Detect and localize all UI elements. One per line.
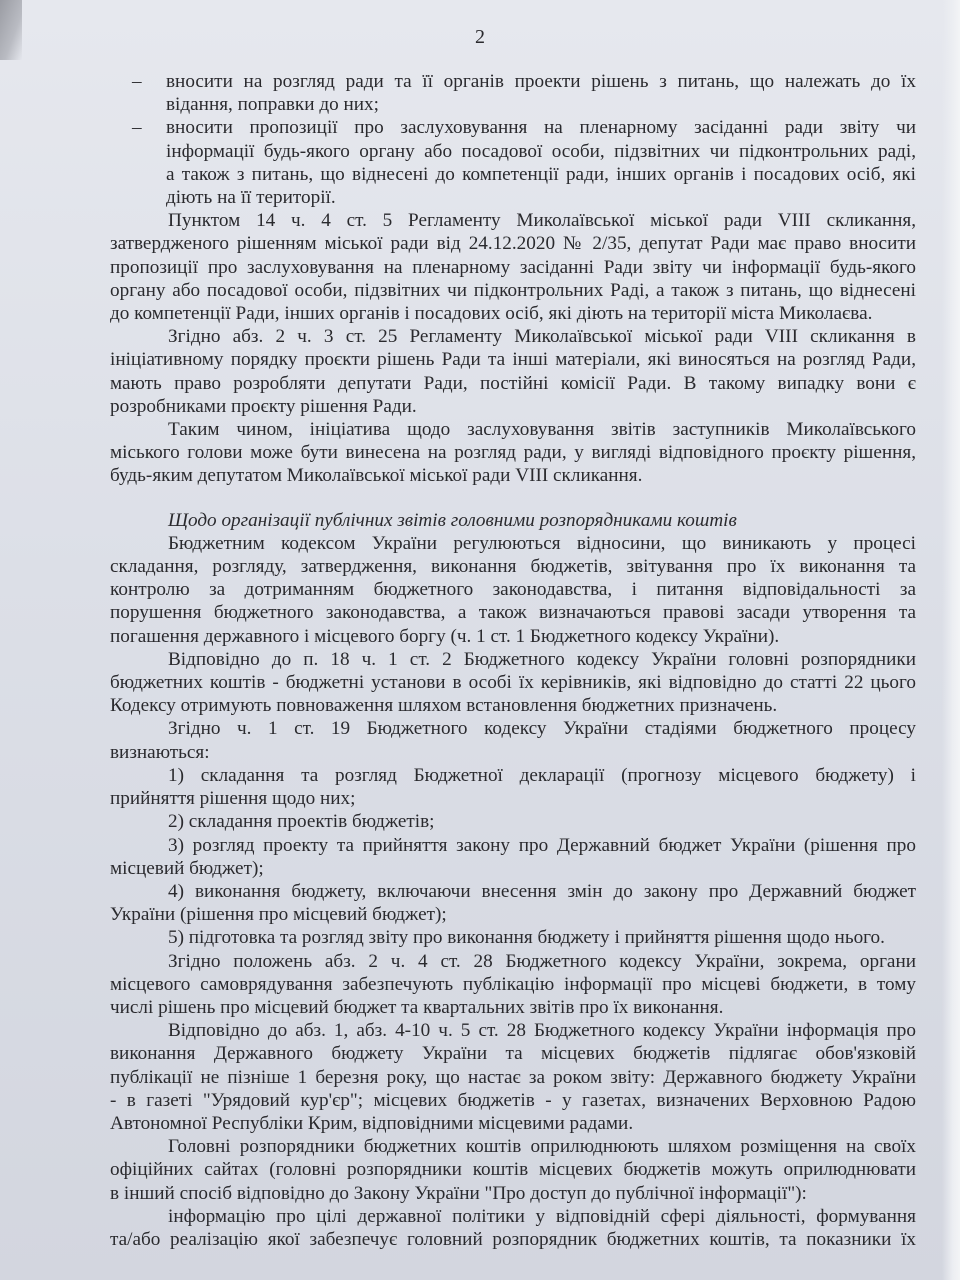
text-line: виконання Державного бюджету України та місцевих бюджетів підлягає обов'язковій	[110, 1043, 916, 1065]
text-line: публікації не пізніше 1 березня року, що настає за роком звіту: Державного бюджету України	[110, 1066, 916, 1088]
text-line: Відповідно до абз. 1, абз. 4-10 ч. 5 ст. 28 Бюджетного кодексу України інформація про	[168, 1020, 916, 1042]
text-line: офіційних сайтах (головні розпорядники коштів місцевих бюджетів можуть оприлюднювати	[110, 1159, 916, 1181]
text-line: Згідно абз. 2 ч. 3 ст. 25 Регламенту Миколаївської міської ради VIII скликання в	[168, 326, 916, 348]
bullet-item	[110, 70, 916, 116]
section-gap	[110, 488, 916, 509]
dash-bullet-icon: –	[132, 71, 142, 92]
paper-edge-right	[942, 0, 960, 1280]
section-heading: Щодо організації публічних звітів головними розпорядниками коштів	[168, 509, 737, 531]
paragraph	[110, 1019, 916, 1135]
text-line: України (рішення про місцевий бюджет);	[110, 904, 447, 926]
text-line: Пунктом 14 ч. 4 ст. 5 Регламенту Миколаївської міської ради VIII скликання,	[168, 210, 916, 232]
text-line: мають право розробляти депутати Ради, постійні комісії Ради. В такому випадку вони є	[110, 372, 916, 394]
text-line: погашення державного і місцевого боргу (ч. 1 ст. 1 Бюджетного кодексу України).	[110, 625, 780, 647]
text-line: розробниками проєкту рішення Ради.	[110, 395, 417, 417]
text-line: визнаються:	[110, 741, 210, 763]
text-line: Згідно ч. 1 ст. 19 Бюджетного кодексу України стадіями бюджетного процесу	[168, 718, 916, 740]
text-line: бюджетних коштів - бюджетні установи в особі їх керівників, які відповідно до статті 22 цього	[110, 672, 916, 694]
text-line: Автономної Республіки Крим, відповідними місцевими радами.	[110, 1112, 634, 1134]
text-line: Відповідно до п. 18 ч. 1 ст. 2 Бюджетного кодексу України головні розпорядники	[168, 648, 916, 670]
paragraphs-group-2	[110, 532, 916, 1251]
paragraph	[110, 810, 916, 833]
text-line: числі рішень про місцевий бюджет та квартальних звітів про їх виконання.	[110, 996, 724, 1018]
text-line: 5) підготовка та розгляд звіту про виконання бюджету і прийняття рішення щодо нього.	[168, 927, 885, 949]
text-line: 1) складання та розгляд Бюджетної декларації (прогнозу місцевого бюджету) і	[168, 764, 916, 786]
text-line: Бюджетним кодексом України регулюються відносини, що виникають у процесі	[168, 532, 916, 554]
dash-bullet-icon: –	[132, 117, 142, 139]
text-line: 3) розгляд проекту та прийняття закону про Державний бюджет України (рішення про	[168, 834, 916, 856]
paragraph	[110, 717, 916, 763]
page-number: 2	[475, 26, 485, 48]
text-line: Згідно положень абз. 2 ч. 4 ст. 28 Бюджетного кодексу України, зокрема, органи	[168, 950, 916, 972]
paragraph	[110, 209, 916, 325]
text-line: - в газеті "Урядовий кур'єр"; місцевих бюджетів - у газетах, визначених Верховною Радою	[110, 1089, 916, 1111]
paragraph	[110, 950, 916, 1020]
paragraph	[110, 926, 916, 949]
text-line: Таким чином, ініціатива щодо заслуховування звітів заступників Миколаївського	[168, 419, 916, 441]
text-line: 4) виконання бюджету, включаючи внесення змін до закону про Державний бюджет	[168, 880, 916, 902]
paragraph	[110, 1205, 916, 1251]
bullet-list	[110, 70, 916, 209]
text-line: порушення бюджетного законодавства, а також визначаються правові засади утворення та	[110, 602, 916, 624]
text-line: діють на її території.	[166, 187, 336, 209]
text-line: відання, поправки до них;	[166, 94, 379, 116]
text-line: складання, розгляду, затвердження, виконання бюджетів, звітування про їх виконання та	[110, 556, 916, 578]
paragraphs-group-1	[110, 209, 916, 487]
text-line: вносити на розгляд ради та її органів проекти рішень з питань, що належать до їх	[166, 71, 916, 92]
document-body	[110, 70, 916, 1251]
text-line: а також з питань, що віднесені до компетенції ради, інших органів і посадових осіб, які	[166, 163, 916, 185]
paragraph	[110, 532, 916, 648]
paragraph	[110, 764, 916, 810]
text-line: будь-яким депутатом Миколаївської міської ради VIII скликання.	[110, 465, 643, 487]
text-line: інформації будь-якого органу або посадової особи, підзвітних чи підконтрольних раді,	[166, 140, 916, 162]
text-line: 2) складання проектів бюджетів;	[168, 811, 435, 833]
text-line: місцевий бюджет);	[110, 857, 264, 879]
paragraph	[110, 880, 916, 926]
paragraph	[110, 834, 916, 880]
text-line: в інший спосіб відповідно до Закону України "Про доступ до публічної інформації"):	[110, 1182, 807, 1204]
paragraph	[110, 1135, 916, 1205]
text-line: Кодексу отримують повноваження шляхом встановлення бюджетних призначень.	[110, 695, 778, 717]
bullet-item	[110, 116, 916, 209]
text-line: прийняття рішення щодо них;	[110, 788, 356, 810]
text-line: міського голови може бути винесена на розгляд ради, у вигляді відповідного проєкту рішення,	[110, 442, 916, 464]
text-line: інформацію про цілі державної політики у відповідній сфері діяльності, формування	[168, 1205, 916, 1227]
text-line: затвердженого рішенням міської ради від 24.12.2020 № 2/35, депутат Ради має право вносити	[110, 233, 916, 255]
text-line: місцевого самоврядування забезпечують публікацію інформації про місцеві бюджети, в тому	[110, 973, 916, 995]
paragraph	[110, 648, 916, 718]
paragraph	[110, 418, 916, 488]
text-line: Головні розпорядники бюджетних коштів оприлюднюють шляхом розміщення на своїх	[168, 1136, 916, 1158]
text-line: контролю за дотриманням бюджетного законодавства, і питання відповідальності за	[110, 579, 916, 601]
text-line: пропозиції про заслуховування на пленарному засіданні Ради звіту чи інформації будь-якого	[110, 256, 916, 278]
text-line: органу або посадової особи, підзвітних чи підконтрольних Раді, а також з питань, що віднесені	[110, 279, 916, 301]
text-line: до компетенції Ради, інших органів і посадових осіб, які діють на території міста Миколаєва.	[110, 303, 873, 325]
text-line: ініціативному порядку проєкти рішень Ради та інші матеріали, які виносяться на розгляд Ради,	[110, 349, 916, 371]
paragraph	[110, 325, 916, 418]
text-line: та/або реалізацію якої забезпечує головний розпорядник бюджетних коштів, та показники їх	[110, 1228, 916, 1250]
text-line: вносити пропозиції про заслуховування на пленарному засіданні ради звіту чи	[166, 117, 916, 139]
